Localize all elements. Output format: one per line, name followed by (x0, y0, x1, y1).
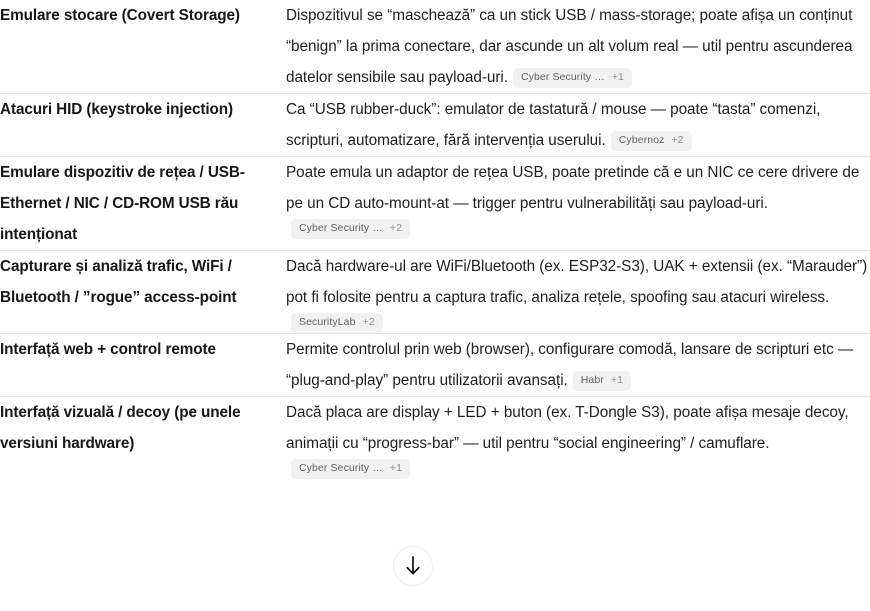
citation-source: SecurityLab (299, 316, 356, 328)
table-row (0, 94, 870, 157)
description-text: Dacă placa are display + LED + buton (ex. T-Dongle S3), poate afișa mesaje decoy, animații cu “progress-bar” — util pentru “social engineering” / camuflare. (286, 404, 849, 452)
citation-source: Cybernoz (618, 134, 665, 146)
citation-badge[interactable] (611, 131, 692, 151)
citation-badge[interactable] (291, 459, 410, 479)
citation-source: Cyber Security … (520, 71, 605, 83)
citation-more-count: +1 (610, 374, 624, 386)
citation-more-count: +2 (389, 222, 403, 234)
citation-more-count: +1 (389, 462, 403, 474)
description-text: Poate emula un adaptor de rețea USB, poate pretinde că e un NIC ce cere drivere de pe un CD auto-mount-at — trigger pentru vulnerabilități sau payload-uri. (286, 164, 860, 212)
scroll-down-indicator[interactable] (394, 547, 432, 585)
feature-title: Emulare stocare (Covert Storage) (0, 7, 240, 24)
arrow-down-icon (403, 554, 423, 578)
table-cell-description (286, 334, 870, 397)
table-cell-description (286, 157, 870, 251)
table-row (0, 0, 870, 94)
citation-more-count: +2 (362, 316, 375, 328)
table-cell-description (286, 397, 870, 480)
table-row (0, 157, 870, 251)
feature-title: Emulare dispozitiv de rețea / USB-Ethernet / NIC / CD-ROM USB rău intenționat (0, 164, 245, 243)
table-cell-feature (0, 0, 286, 94)
citation-source: Habr (580, 374, 604, 386)
citation-more-count: +1 (611, 71, 624, 83)
table-cell-description (286, 94, 870, 157)
citation-more-count: +2 (671, 134, 684, 146)
table-cell-feature (0, 251, 286, 334)
description-text: Ca “USB rubber-duck”: emulator de tastatură / mouse — poate “tasta” comenzi, scripturi, automatizare, fără intervenția userului. (286, 101, 821, 149)
table-row (0, 397, 870, 480)
citation-badge[interactable] (573, 371, 631, 391)
table-cell-feature (0, 157, 286, 251)
feature-title: Atacuri HID (keystroke injection) (0, 101, 234, 118)
description-text: Permite controlul prin web (browser), configurare comodă, lansare de scripturi etc — “plug-and-play” pentru utilizatorii avansați. (286, 341, 854, 389)
feature-title: Interfață web + control remote (0, 341, 216, 358)
citation-source: Cyber Security … (299, 222, 383, 234)
feature-title: Capturare și analiză trafic, WiFi / Bluetooth / ”rogue” access-point (0, 258, 237, 306)
citation-source: Cyber Security … (299, 462, 383, 474)
table-cell-description (286, 251, 870, 334)
table-cell-feature (0, 334, 286, 397)
table-cell-feature (0, 94, 286, 157)
table-row (0, 251, 870, 334)
citation-badge[interactable] (513, 68, 632, 88)
citation-badge[interactable] (291, 219, 410, 239)
feature-title: Interfață vizuală / decoy (pe unele versiuni hardware) (0, 404, 241, 452)
citation-badge[interactable] (291, 313, 383, 333)
table-row (0, 334, 870, 397)
description-text: Dacă hardware-ul are WiFi/Bluetooth (ex. ESP32-S3), UAK + extensii (ex. “Marauder”) pot fi folosite pentru a captura trafic, analiza rețele, spoofing sau atacuri wireless. (286, 258, 868, 306)
description-text: Dispozitivul se “maschează” ca un stick USB / mass-storage; poate afișa un conținut “benign” la prima conectare, dar ascunde un alt volum real — util pentru ascunderea datelor sensibile sau payload-uri. (286, 7, 853, 86)
table-cell-feature (0, 397, 286, 480)
table-cell-description (286, 0, 870, 94)
